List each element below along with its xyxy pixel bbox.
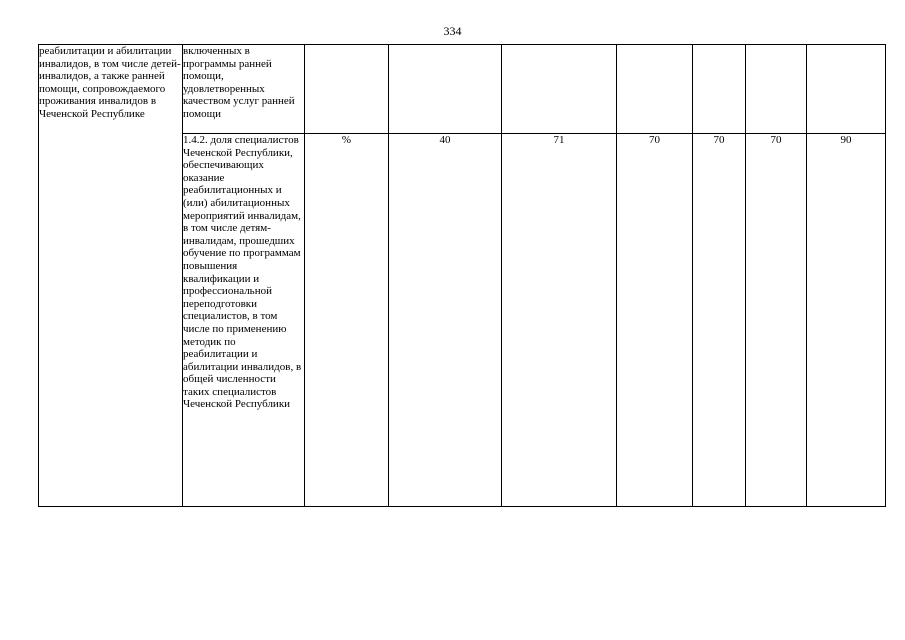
page-number: 334 [443,24,462,38]
value-cell: 70 [617,134,693,507]
empty-cell [746,45,807,134]
program-name-cell: реабилитации и абилитации инвалидов, в том числе детей-инвалидов, а также ранней помощи, сопровождаемого проживания инвалидов в Чеченской Республике [39,45,183,507]
value-cell: 40 [389,134,502,507]
empty-cell [693,45,746,134]
value-cell: 70 [693,134,746,507]
empty-cell [502,45,617,134]
indicators-table [38,44,886,507]
indicator-description-cell: включенных в программы ранней помощи, удовлетворенных качеством услуг ранней помощи [183,45,305,134]
empty-cell [389,45,502,134]
empty-cell [617,45,693,134]
value-cell: 90 [807,134,886,507]
value-cell: 71 [502,134,617,507]
empty-cell [305,45,389,134]
value-cell: 70 [746,134,807,507]
indicator-description-cell: 1.4.2. доля специалистов Чеченской Республики, обеспечивающих оказание реабилитационных и (или) абилитационных мероприятий инвалидам, в том числе детям-инвалидам, прошедших обучение по программам повышения квалификации и профессиональной переподготовки специалистов, в том числе по применению методик по реабилитации и абилитации инвалидов, в общей численности таких специалистов Чеченской Республики [183,134,305,507]
unit-cell: % [305,134,389,507]
empty-cell [807,45,886,134]
table-row [39,45,886,134]
